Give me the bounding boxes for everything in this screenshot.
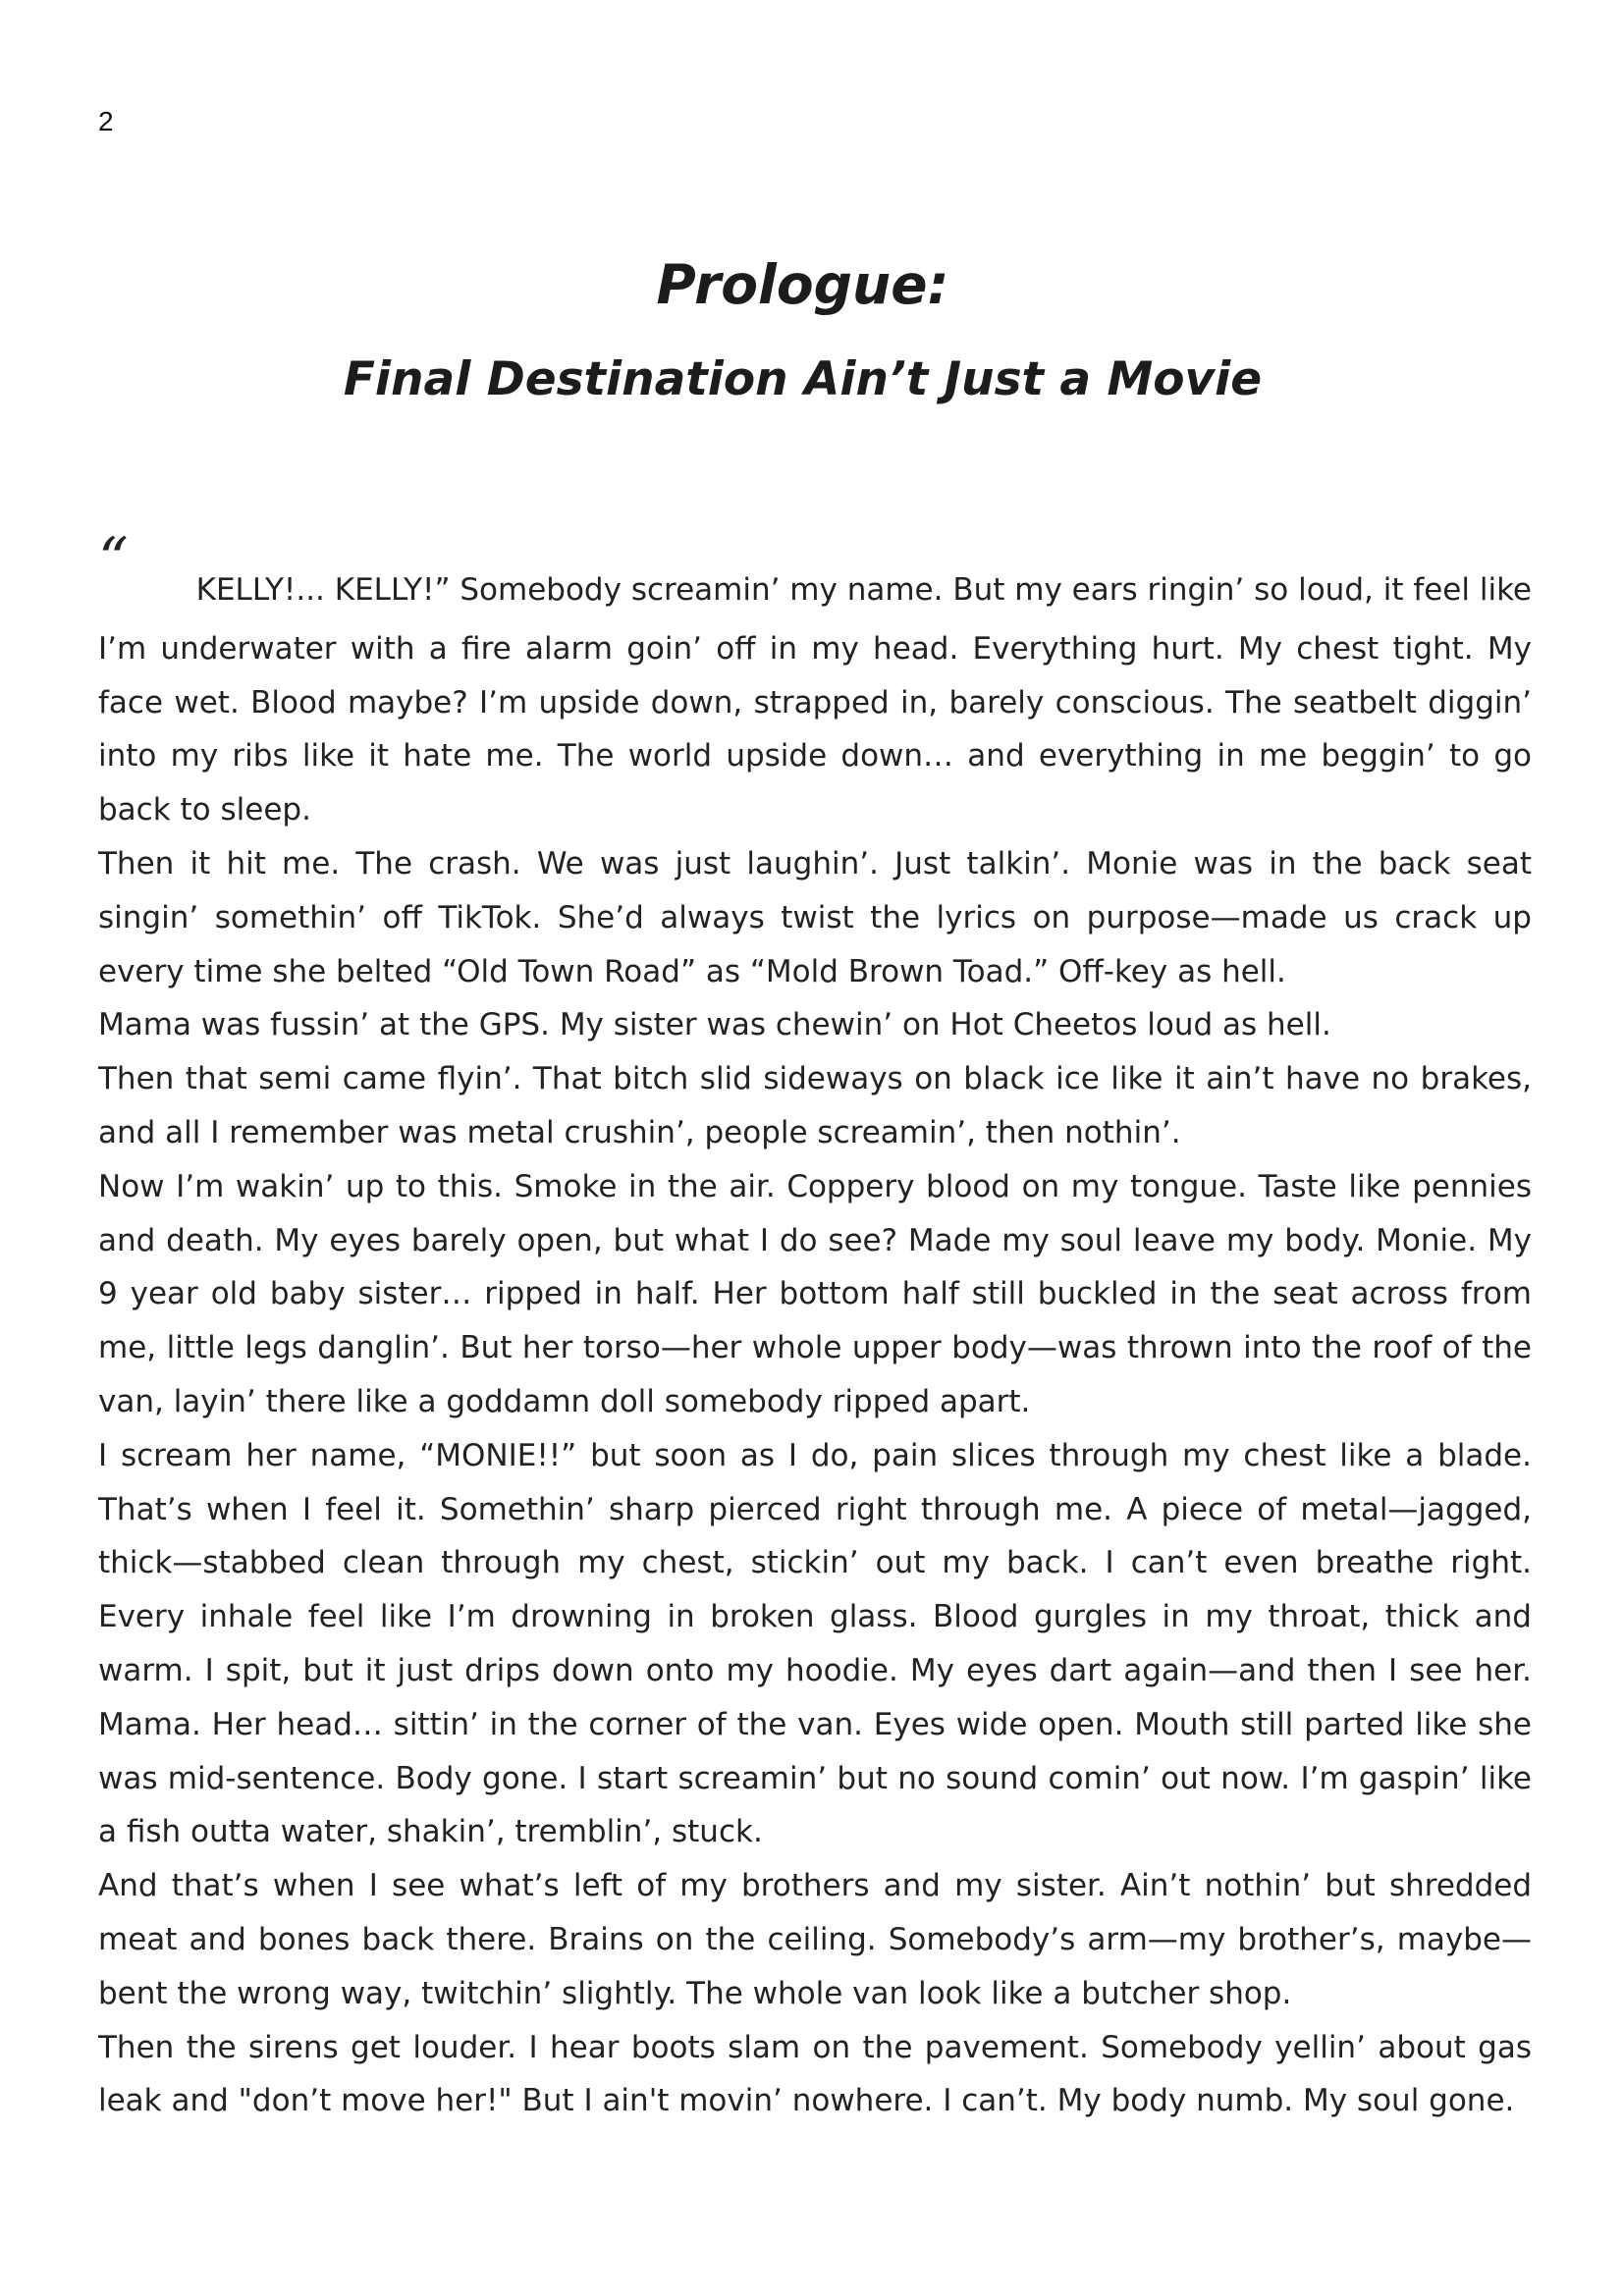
paragraph: Then that semi came flyin’. That bitch slid sideways on black ice like it ain’t have no brakes, and all I remember was metal crushin’, people screamin’, then nothin’.	[98, 1061, 1532, 1150]
page-number: 2	[98, 106, 114, 136]
paragraph: I’m underwater with a fire alarm goin’ off in my head. Everything hurt. My chest tight. My face wet. Blood maybe? I’m upside down, strapped in, barely conscious. The seatbelt diggin’ into my ribs like it hate me. The world upside down… and everything in me beggin’ to go back to sleep.	[98, 630, 1532, 828]
paragraph: And that’s when I see what’s left of my brothers and my sister. Ain’t nothin’ but shredded meat and bones back there. Brains on the ceiling. Somebody’s arm—my brother’s, maybe—bent the wrong way, twitchin’ slightly. The whole van look like a butcher shop.	[98, 1868, 1532, 2011]
chapter-title: Prologue:	[656, 253, 949, 316]
paragraph: Mama was fussin’ at the GPS. My sister was chewin’ on Hot Cheetos loud as hell.	[98, 1007, 1331, 1043]
first-line: KELLY!... KELLY!” Somebody screamin’ my name. But my ears ringin’ so loud, it feel like	[195, 572, 1532, 608]
paragraph: I scream her name, “MONIE!!” but soon as I do, pain slices through my chest like a blade. That’s when I feel it. Somethin’ sharp pierced right through me. A piece of metal—jagged, thick—stabbed clean through my chest, stickin’ out my back. I can’t even breathe right. Every inhale feel like I’m drowning in broken glass. Blood gurgles in my throat, thick and warm. I spit, but it just drips down onto my hoodie. My eyes dart again—and then I see her. Mama. Her head… sittin’ in the corner of the van. Eyes wide open. Mouth still parted like she was mid-sentence. Body gone. I start screamin’ but no sound comin’ out now. I’m gaspin’ like a fish outta water, shakin’, tremblin’, stuck.	[98, 1437, 1532, 1850]
body-text	[98, 563, 1532, 2128]
opening-quote-mark: “	[98, 525, 129, 594]
paragraph: Then it hit me. The crash. We was just laughin’. Just talkin’. Monie was in the back seat singin’ somethin’ off TikTok. She’d always twist the lyrics on purpose—made us crack up every time she belted “Old Town Road” as “Mold Brown Toad.” Off-key as hell.	[98, 845, 1532, 989]
chapter-subtitle: Final Destination Ain’t Just a Movie	[343, 352, 1263, 406]
paragraph: Then the sirens get louder. I hear boots slam on the pavement. Somebody yellin’ about gas leak and "don’t move her!" But I ain't movin’ nowhere. I can’t. My body numb. My soul gone.	[98, 2029, 1532, 2119]
paragraph: Now I’m wakin’ up to this. Smoke in the air. Coppery blood on my tongue. Taste like pennies and death. My eyes barely open, but what I do see? Made my soul leave my body. Monie. My 9 year old baby sister… ripped in half. Her bottom half still buckled in the seat across from me, little legs danglin’. But her torso—her whole upper body—was thrown into the roof of the van, layin’ there like a goddamn doll somebody ripped apart.	[98, 1168, 1532, 1419]
